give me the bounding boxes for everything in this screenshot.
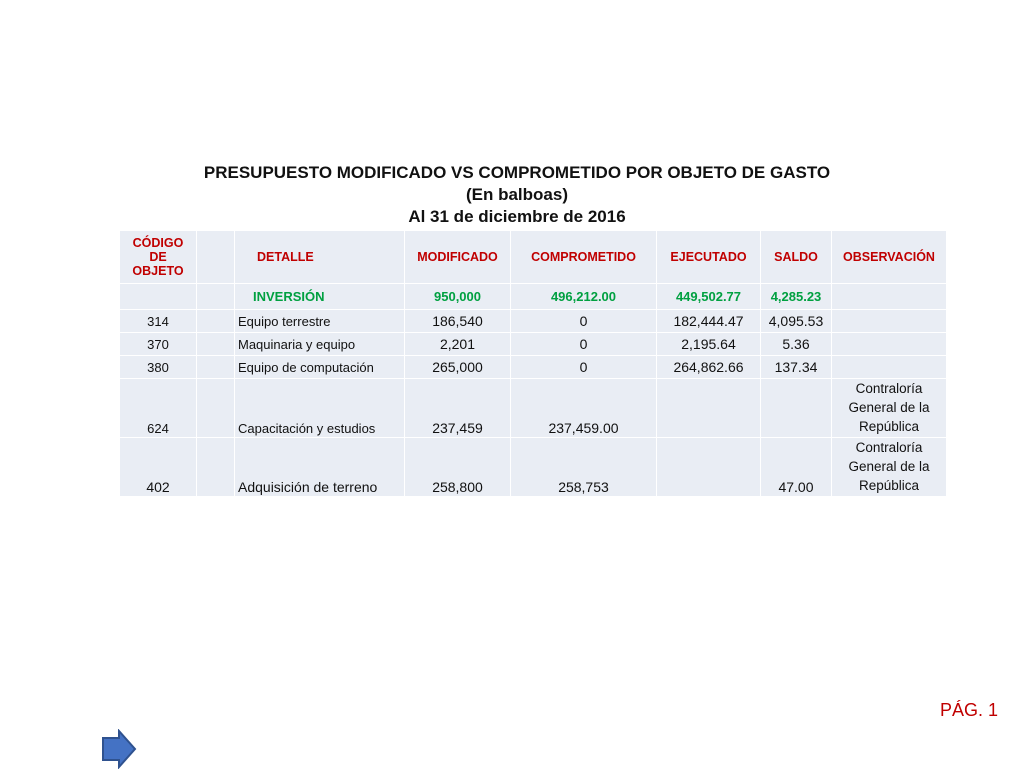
row-observation [832, 310, 947, 333]
row-committed: 237,459.00 [511, 379, 657, 438]
row-executed [657, 438, 761, 497]
budget-table [119, 230, 947, 497]
row-detail: Adquisición de terreno [235, 438, 405, 497]
row-executed: 2,195.64 [657, 333, 761, 356]
row-blank [197, 438, 235, 497]
row-blank [197, 310, 235, 333]
table-row [120, 310, 947, 333]
row-balance [761, 379, 832, 438]
row-blank [197, 356, 235, 379]
row-modified: 265,000 [405, 356, 511, 379]
row-balance: 137.34 [761, 356, 832, 379]
row-modified: 186,540 [405, 310, 511, 333]
summary-detail: INVERSIÓN [235, 284, 405, 310]
right-arrow-icon[interactable] [101, 729, 137, 769]
report-title-main: PRESUPUESTO MODIFICADO VS COMPROMETIDO POR OBJETO DE GASTO [203, 163, 831, 182]
row-code: 314 [120, 310, 197, 333]
row-executed [657, 379, 761, 438]
row-committed: 0 [511, 356, 657, 379]
report-title [0, 162, 1024, 228]
row-committed: 258,753 [511, 438, 657, 497]
column-header-blank [197, 231, 235, 284]
column-header-modified: MODIFICADO [405, 231, 511, 284]
row-modified: 2,201 [405, 333, 511, 356]
summary-observation [832, 284, 947, 310]
table-row [120, 438, 947, 497]
row-modified: 237,459 [405, 379, 511, 438]
row-detail: Capacitación y estudios [235, 379, 405, 438]
row-committed: 0 [511, 310, 657, 333]
report-title-units: (En balboas) [465, 185, 568, 204]
report-title-date: Al 31 de diciembre de 2016 [408, 207, 626, 226]
row-code: 402 [120, 438, 197, 497]
column-header-code: CÓDIGO DE OBJETO [120, 231, 197, 284]
summary-blank [197, 284, 235, 310]
column-header-observation: OBSERVACIÓN [832, 231, 947, 284]
row-code: 370 [120, 333, 197, 356]
row-balance: 4,095.53 [761, 310, 832, 333]
table-header-row [120, 231, 947, 284]
table-row [120, 379, 947, 438]
row-committed: 0 [511, 333, 657, 356]
row-observation: Contraloría General de la República [832, 438, 947, 497]
row-blank [197, 333, 235, 356]
summary-row [120, 284, 947, 310]
row-detail: Equipo de computación [235, 356, 405, 379]
column-header-executed: EJECUTADO [657, 231, 761, 284]
summary-executed: 449,502.77 [657, 284, 761, 310]
summary-committed: 496,212.00 [511, 284, 657, 310]
row-balance: 5.36 [761, 333, 832, 356]
page-number: PÁG. 1 [939, 700, 998, 720]
summary-balance: 4,285.23 [761, 284, 832, 310]
column-header-balance: SALDO [761, 231, 832, 284]
row-balance: 47.00 [761, 438, 832, 497]
row-detail: Equipo terrestre [235, 310, 405, 333]
row-code: 380 [120, 356, 197, 379]
row-blank [197, 379, 235, 438]
row-observation [832, 333, 947, 356]
row-observation: Contraloría General de la República [832, 379, 947, 438]
table-row [120, 333, 947, 356]
row-detail: Maquinaria y equipo [235, 333, 405, 356]
row-modified: 258,800 [405, 438, 511, 497]
row-executed: 264,862.66 [657, 356, 761, 379]
row-executed: 182,444.47 [657, 310, 761, 333]
row-observation [832, 356, 947, 379]
column-header-committed: COMPROMETIDO [511, 231, 657, 284]
table-row [120, 356, 947, 379]
row-code: 624 [120, 379, 197, 438]
summary-code [120, 284, 197, 310]
summary-modified: 950,000 [405, 284, 511, 310]
column-header-detail: DETALLE [235, 231, 405, 284]
